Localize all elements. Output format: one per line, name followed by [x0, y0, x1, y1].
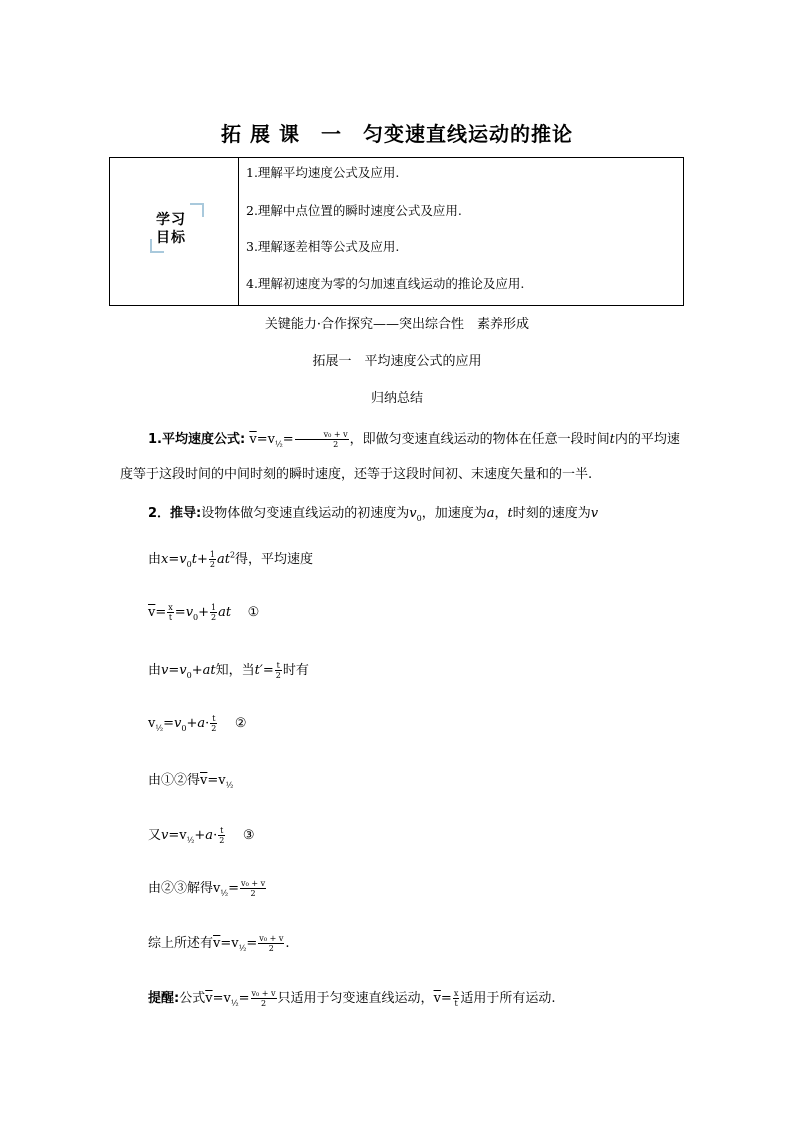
badge-corner-top-right [190, 203, 204, 217]
line3-mid: 知，当 [215, 663, 255, 678]
point2-text2: ，加速度为 [421, 506, 487, 521]
line8-prefix: 综上所述有 [148, 936, 214, 951]
point2-a: a [486, 506, 495, 521]
derivation-line-3: 由$v=v_0+at$知，当t′= $\frac{t}{2}$ 时有 [148, 661, 309, 680]
reminder-label: 提醒: [148, 991, 180, 1006]
derivation-line-8: 综上所述有$\overline{v}=v_{\frac{1}{2}}=$ $\frac{\text{v₀ + v}}{2}$ . [148, 934, 290, 953]
point1-formula: $\overline{v}=v_{\frac{1}{2}}=$ $\frac{\text{v₀ + v}}{2}$ [249, 430, 348, 449]
line1-suffix: 得，平均速度 [235, 552, 314, 567]
point1-label: 1.平均速度公式: [148, 432, 246, 447]
equation-mark-3: ③ [242, 828, 255, 843]
reminder-text-a: 公式 [179, 991, 206, 1006]
line3-prefix: 由 [148, 663, 162, 678]
equation-mark-1: ① [247, 605, 260, 620]
point2-t: t [507, 506, 513, 521]
point2-paragraph [120, 499, 680, 534]
point2-text4: 时刻的速度为 [512, 506, 591, 521]
point1-text-a: ，即做匀变速直线运动的物体在任意一段时间 [349, 432, 610, 447]
derivation-line-5: 由①②得$\overline{v}=v_{\frac{1}{2}}$ [148, 773, 234, 790]
point1-paragraph [120, 425, 680, 490]
page-title: 拓 展 课 一 匀变速直线运动的推论 [221, 122, 573, 146]
objectives-label-line1: 学习 [156, 212, 186, 228]
point2-v0: v [409, 506, 417, 521]
objectives-label-line2: 目标 [156, 230, 186, 246]
derivation-line-4: $v_{\frac{1}{2}}=v_0+a\cdot$ $\frac{t}{2}$ ② [148, 714, 247, 733]
objectives-badge-icon [150, 203, 204, 253]
derivation-line-7: 由②③解得$v_{\frac{1}{2}}=$ $\frac{\text{v₀ + v}}{2}$ [148, 879, 266, 898]
extension-title: 拓展一 平均速度公式的应用 [312, 354, 482, 369]
point2-text3: ， [494, 506, 508, 521]
point2-text: 设物体做匀变速直线运动的初速度为 [201, 506, 410, 521]
objective-item-4: 4.理解初速度为零的匀加速直线运动的推论及应用. [246, 276, 525, 291]
line5-prefix: 由①②得 [148, 773, 201, 788]
reminder-text-c: 适用于所有运动. [460, 991, 556, 1006]
derivation-line-1: 由$x=v_0t+$ $\frac{1}{2}$ $at^2$得，平均速度 [148, 550, 314, 569]
objective-item-2: 2.理解中点位置的瞬时速度公式及应用. [246, 203, 462, 218]
objectives-label-cell [110, 158, 239, 305]
summary-label: 归纳总结 [370, 391, 423, 406]
point1-text-b: 内的平均速度等于这段时间的中间时刻的瞬时速度，还等于这段时间初、末速度矢量和的一半. [120, 432, 680, 482]
point1-var-t: t [609, 432, 615, 447]
section-header: 关键能力·合作探究——突出综合性 素养形成 [264, 317, 530, 332]
line3-suffix: 时有 [282, 663, 309, 678]
line1-prefix: 由 [148, 552, 162, 567]
equation-mark-2: ② [234, 716, 247, 731]
reminder-text-b: 只适用于匀变速直线运动， [277, 991, 434, 1006]
objectives-list [239, 158, 683, 305]
reminder-line: 提醒:公式$\overline{v}=v_{\frac{1}{2}}=$ $\frac{\text{v₀ + v}}{2}$ 只适用于匀变速直线运动，$\overline{v}=$ $\frac{x}{t}$ 适用于所有运动. [148, 989, 556, 1008]
point2-v: v [590, 506, 599, 521]
learning-objectives-box [109, 157, 684, 306]
line7-prefix: 由②③解得 [148, 881, 214, 896]
derivation-line-2: $\overline{v}=$ $\frac{x}{t}$ $=v_0+$ $\frac{1}{2}$ at ① [148, 603, 260, 622]
line6-prefix: 又 [148, 828, 162, 843]
derivation-line-6: 又$v=v_{\frac{1}{2}}+a\cdot$ $\frac{t}{2}$ ③ [148, 826, 255, 845]
objective-item-3: 3.理解逐差相等公式及应用. [246, 239, 400, 254]
point2-label: 2．推导: [148, 506, 202, 521]
objective-item-1: 1.理解平均速度公式及应用. [246, 165, 400, 180]
point2-v0-sub: 0 [416, 514, 422, 523]
